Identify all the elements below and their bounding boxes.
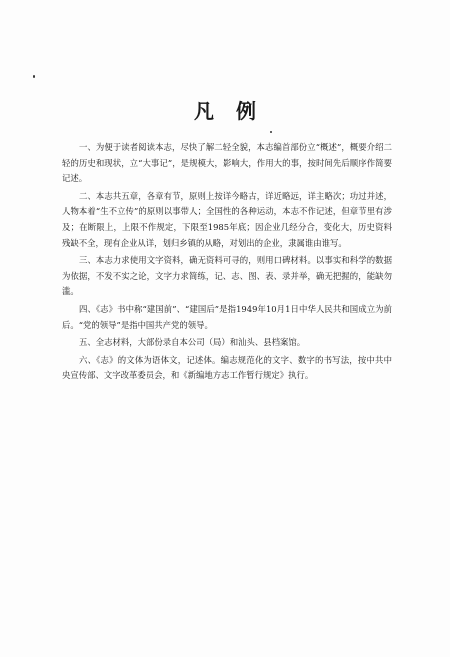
paragraph-sources: 三、本志力求使用文字资料，确无资料可寻的，则用口碑材料。以事实和科学的数据为依据，不发不实之论，文字力求简练，记、志、图、表、录并举，确无把握的，能缺勿滥。 xyxy=(62,255,392,297)
scan-speck xyxy=(33,75,35,78)
paragraph-materials: 五、全志材料，大部份录自本公司（局）和汕头、县档案馆。 xyxy=(79,337,306,348)
paragraph-structure: 二、本志共五章，各章有节，原则上按详今略古，详近略远，详主略次；功过并述，人物本着“生不立传”的原则以事带人；全国性的各种运动，本志不作记述，但章节里有涉及；在断限上，上限不作规定，下限至1985年底；因企业几经分合，变化大，历史资料残缺不全，现有企业从详，划归乡镇的从略，对划出的企业，隶属谁由谁写。 xyxy=(62,190,392,248)
paragraph-overview: 一、为便于读者阅读本志，尽快了解二轻全貌，本志编首部份立“概述”，概要介绍二轻的历史和现状，立“大事记”，是规模大，影响大，作用大的事，按时间先后顺序作简要记述。 xyxy=(62,142,392,184)
scan-speck xyxy=(270,131,272,133)
document-body xyxy=(62,140,392,386)
paragraph-terminology: 四、《志》书中称“建国前”、“建国后”是指1949年10月1日中华人民共和国成立为前后。“党的领导”是指中国共产党的领导。 xyxy=(62,303,392,330)
paragraph-style: 六、《志》的文体为语体文，记述体。编志规范化的文字、数字的书写法，按中共中央宣传部、文字改革委员会，和《新编地方志工作暂行规定》执行。 xyxy=(62,354,392,381)
page-title: 凡例 xyxy=(194,99,278,123)
